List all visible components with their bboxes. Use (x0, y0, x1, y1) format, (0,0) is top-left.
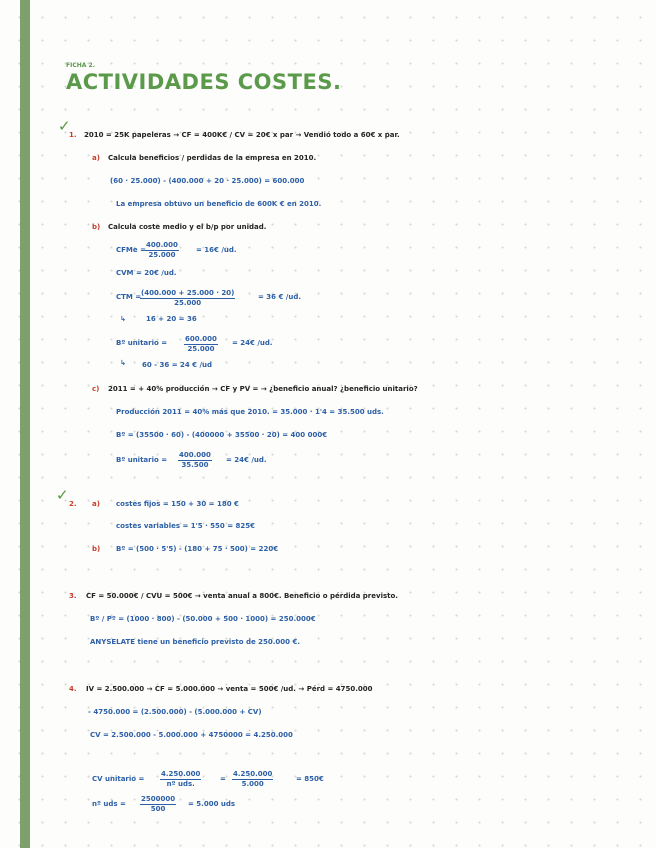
arrow-icon: ↳ (120, 315, 126, 323)
fraction-numerator: 4.250.000 (161, 770, 201, 778)
fraction-denominator: 500 (150, 805, 166, 813)
fraction-denominator: 5.000 (241, 780, 264, 788)
question-number: 2. (69, 500, 77, 508)
formula-line: CVM = 20€ /ud. (116, 269, 177, 277)
fraction-denominator: 25.000 (187, 345, 215, 353)
fraction-numerator: 2500000 (141, 795, 176, 803)
fraction-denominator: 25.000 (174, 299, 202, 307)
formula-result: = 850€ (296, 775, 324, 783)
fraction-numerator: 4.250.000 (233, 770, 273, 778)
formula-result: = 16€ /ud. (196, 246, 237, 254)
subquestion-text: 2011 = + 40% producción → CF y PV = → ¿beneficio anual? ¿beneficio unitario? (108, 385, 418, 393)
fraction-denominator: 35.500 (181, 461, 209, 469)
formula-label: Bº unitario = (116, 339, 168, 347)
formula-label: nº uds = (92, 800, 126, 808)
formula-result: = 36 € /ud. (258, 293, 301, 301)
subquestion-text: Calcula coste medio y el b/p por unidad. (108, 223, 267, 231)
question-number: 3. (69, 592, 77, 600)
question-statement: 2010 = 25K papeleras → CF = 400K€ / CV = 20€ x par → Vendió todo a 60€ x par. (84, 131, 400, 139)
question-statement: CF = 50.000€ / CVU = 500€ → venta anual a 800€. Beneficio o pérdida previsto. (86, 592, 398, 600)
question-statement: IV = 2.500.000 → CF = 5.000.000 → venta = 500€ /ud. → Pérd = 4750.000 (86, 685, 373, 693)
equation-line: - 4750.000 = (2.500.000) - (5.000.000 + CV) (88, 708, 262, 716)
fraction-denominator: nº uds. (166, 780, 195, 788)
fraction-numerator: 400.000 (146, 241, 178, 249)
page-title: ACTIVIDADES COSTES. (66, 70, 342, 94)
formula-result: = 5.000 uds (188, 800, 236, 808)
fraction (178, 452, 212, 469)
fraction (184, 336, 218, 353)
subquestion-label: b) (92, 545, 101, 553)
sheet-label: FICHA 2. (66, 62, 95, 69)
calculation-line: Bº = (35500 · 60) - (400000 + 35500 · 20) = 400 000€ (116, 431, 328, 439)
fraction-denominator: 25.000 (148, 251, 176, 259)
calculation-line: costes variables = 1'5 · 550 = 825€ (116, 522, 255, 530)
equals-sign: = (220, 775, 226, 783)
formula-result: = 24€ /ud. (232, 339, 273, 347)
calculation-line: (60 · 25.000) - (400.000 + 20 · 25.000) = 600.000 (110, 177, 305, 185)
formula-label: CV unitario = (92, 775, 145, 783)
alternative-calc: 16 + 20 = 36 (146, 315, 197, 323)
subquestion-label: b) (92, 223, 101, 231)
formula-label: CTM = (116, 293, 142, 301)
subquestion-label: c) (92, 385, 100, 393)
formula-result: = 24€ /ud. (226, 456, 267, 464)
fraction (232, 771, 273, 788)
formula-label: Bº unitario = (116, 456, 168, 464)
fraction-numerator: 600.000 (185, 335, 217, 343)
alternative-calc: 60 - 36 = 24 € /ud (142, 361, 213, 369)
subquestion-label: a) (92, 154, 100, 162)
conclusion-line: La empresa obtuvo un beneficio de 600K € en 2010. (116, 200, 322, 208)
fraction (140, 796, 176, 813)
question-number: 1. (69, 131, 77, 139)
margin-bar (20, 0, 30, 848)
question-number: 4. (69, 685, 77, 693)
calculation-line: costes fijos = 150 + 30 = 180 € (116, 500, 239, 508)
formula-label: CFMe = (116, 246, 146, 254)
fraction (145, 242, 179, 259)
equation-line: CV = 2.500.000 - 5.000.000 + 4750000 = 4.250.000 (90, 731, 293, 739)
subquestion-label: a) (92, 500, 100, 508)
check-mark-icon: ✓ (58, 117, 71, 135)
subquestion-text: Calcula beneficios / perdidas de la empresa en 2010. (108, 154, 317, 162)
fraction (140, 290, 235, 307)
calculation-line: Bº / Pº = (1000 · 800) - (50.000 + 500 · 1000) = 250.000€ (90, 615, 316, 623)
calculation-line: Producción 2011 = 40% más que 2010. = 35.000 · 1'4 = 35.500 uds. (116, 408, 384, 416)
arrow-icon: ↳ (120, 359, 126, 367)
conclusion-line: ANYSELATE tiene un beneficio previsto de 250.000 €. (90, 638, 301, 646)
fraction (160, 771, 201, 788)
calculation-line: Bº = (500 · 5'5) - (180 + 75 · 500) = 220€ (116, 545, 279, 553)
check-mark-icon: ✓ (56, 486, 69, 504)
fraction-numerator: (400.000 + 25.000 · 20) (141, 289, 235, 297)
fraction-numerator: 400.000 (179, 451, 211, 459)
